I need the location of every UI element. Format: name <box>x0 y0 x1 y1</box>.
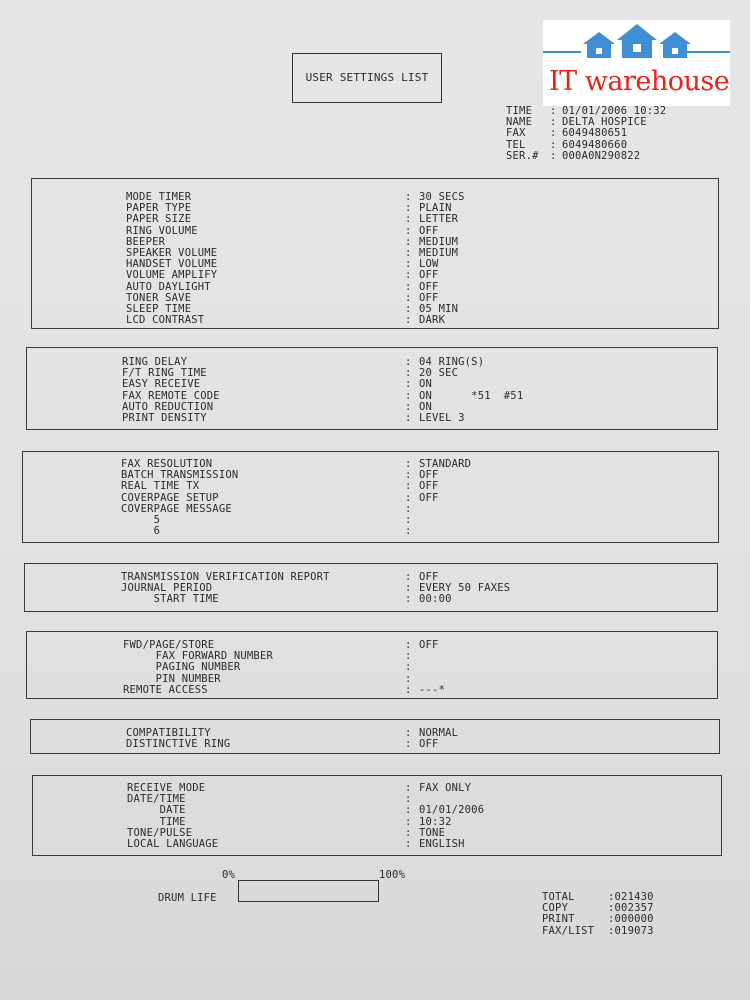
setting-label: TIME <box>127 815 186 828</box>
setting-label: PIN NUMBER <box>123 672 221 685</box>
setting-label: COVERPAGE SETUP <box>121 491 219 504</box>
logo-text: IT warehouse <box>549 66 730 97</box>
header-info <box>506 106 666 162</box>
counters <box>542 892 654 937</box>
setting-label: DISTINCTIVE RING <box>126 738 231 751</box>
setting-value: 04 RING(S) <box>419 356 485 368</box>
setting-label: COVERPAGE MESSAGE <box>121 502 232 515</box>
setting-label: TONER SAVE <box>126 291 192 304</box>
setting-colon: : <box>405 269 412 282</box>
setting-value: OFF <box>419 224 439 237</box>
setting-colon: : <box>405 191 412 203</box>
setting-colon: : <box>405 247 412 259</box>
setting-colon: : <box>405 356 412 368</box>
setting-label: HANDSET VOLUME <box>126 258 218 271</box>
header-label: FAX <box>506 127 526 140</box>
setting-colon: : <box>405 213 412 226</box>
setting-colon: : <box>405 582 412 595</box>
setting-label: RING VOLUME <box>126 224 198 237</box>
setting-label: 5 <box>121 514 161 526</box>
counter-value: :000000 <box>608 913 654 926</box>
setting-label: REMOTE ACCESS <box>123 683 208 696</box>
setting-colon: : <box>405 593 412 606</box>
setting-value: LEVEL 3 <box>419 412 465 424</box>
setting-colon: : <box>405 738 412 751</box>
setting-label: TONE/PULSE <box>127 826 193 839</box>
setting-value: LOW <box>419 258 439 271</box>
setting-colon: : <box>405 235 412 248</box>
setting-label: FWD/PAGE/STORE <box>123 639 215 651</box>
setting-label: BEEPER <box>126 235 166 248</box>
setting-label: REAL TIME TX <box>121 480 200 493</box>
setting-value: TONE <box>419 826 446 839</box>
setting-label: MODE TIMER <box>126 191 192 203</box>
setting-colon: : <box>405 793 412 806</box>
setting-colon: : <box>405 727 412 739</box>
setting-colon: : <box>405 838 412 850</box>
setting-value: DARK <box>419 314 446 327</box>
setting-value: 20 SEC <box>419 367 459 380</box>
setting-value: LETTER <box>419 213 459 226</box>
header-label: TIME <box>506 105 533 117</box>
setting-colon: : <box>405 571 412 583</box>
setting-label: F/T RING TIME <box>122 367 207 380</box>
counter-value: :019073 <box>608 924 654 937</box>
setting-label: JOURNAL PERIOD <box>121 582 213 595</box>
setting-colon: : <box>405 458 412 470</box>
setting-label: BATCH TRANSMISSION <box>121 469 239 482</box>
setting-value: OFF <box>419 480 439 493</box>
setting-colon: : <box>405 303 412 315</box>
setting-colon: : <box>405 661 412 674</box>
setting-value: ENGLISH <box>419 838 465 850</box>
header-label: SER.# <box>506 149 539 162</box>
drum-life-label: DRUM LIFE <box>158 892 217 904</box>
setting-value: MEDIUM <box>419 235 459 248</box>
setting-label: LCD CONTRAST <box>126 314 205 327</box>
counter-value: :021430 <box>608 891 654 903</box>
setting-value: EVERY 50 FAXES <box>419 582 511 595</box>
setting-value: PLAIN <box>419 202 452 215</box>
setting-colon: : <box>405 525 412 538</box>
setting-label: SPEAKER VOLUME <box>126 247 218 259</box>
setting-value: OFF <box>419 280 439 293</box>
setting-colon: : <box>405 258 412 271</box>
header-value: 000A0N290822 <box>562 149 641 162</box>
setting-label: COMPATIBILITY <box>126 727 211 739</box>
setting-colon: : <box>405 650 412 663</box>
setting-value: 01/01/2006 <box>419 804 485 817</box>
setting-colon: : <box>405 826 412 839</box>
setting-colon: : <box>405 400 412 413</box>
setting-colon: : <box>405 514 412 526</box>
setting-label: 6 <box>121 525 161 538</box>
setting-colon: : <box>405 367 412 380</box>
setting-label: EASY RECEIVE <box>122 378 201 391</box>
setting-value: NORMAL <box>419 727 459 739</box>
setting-label: AUTO REDUCTION <box>122 400 214 413</box>
setting-value: OFF <box>419 639 439 651</box>
setting-label: PAPER SIZE <box>126 213 192 226</box>
setting-colon: : <box>405 224 412 237</box>
counter-label: COPY <box>542 902 569 915</box>
header-value: 6049480660 <box>562 138 628 151</box>
drum-life-bar <box>238 880 379 902</box>
setting-value: OFF <box>419 738 439 751</box>
setting-value: 10:32 <box>419 815 452 828</box>
setting-label: PAGING NUMBER <box>123 661 241 674</box>
header-row: FAX : 6049480651 <box>506 127 628 140</box>
counter-label: PRINT <box>542 913 575 926</box>
setting-label: LOCAL LANGUAGE <box>127 838 219 850</box>
header-row: NAME : DELTA HOSPICE <box>506 116 647 129</box>
houses-icon <box>543 20 730 64</box>
setting-label: PRINT DENSITY <box>122 412 207 424</box>
setting-label: VOLUME AMPLIFY <box>126 269 218 282</box>
setting-colon: : <box>405 491 412 504</box>
header-row: SER.# : 000A0N290822 <box>506 149 641 162</box>
drum-max-label: 100% <box>379 869 406 881</box>
setting-colon: : <box>405 378 412 391</box>
setting-colon: : <box>405 412 412 424</box>
header-value: DELTA HOSPICE <box>562 116 647 129</box>
counter-value: :002357 <box>608 902 654 915</box>
setting-colon: : <box>405 291 412 304</box>
setting-label: DATE/TIME <box>127 793 186 806</box>
setting-colon: : <box>405 202 412 215</box>
setting-colon: : <box>405 469 412 482</box>
header-label: NAME <box>506 116 533 129</box>
setting-label: FAX FORWARD NUMBER <box>123 650 273 663</box>
header-value: 01/01/2006 10:32 <box>562 105 667 117</box>
page-title <box>292 53 442 103</box>
setting-value: OFF <box>419 269 439 282</box>
counter-row <box>542 914 654 925</box>
setting-label: AUTO DAYLIGHT <box>126 280 211 293</box>
drum-min-label: 0% <box>222 869 236 881</box>
setting-value: 00:00 <box>419 593 452 606</box>
setting-value: STANDARD <box>419 458 472 470</box>
it-warehouse-logo <box>543 20 730 106</box>
setting-colon: : <box>405 683 412 696</box>
setting-value: ON *51 #51 <box>419 389 524 402</box>
setting-colon: : <box>405 782 412 794</box>
setting-label: PAPER TYPE <box>126 202 192 215</box>
setting-colon: : <box>405 314 412 327</box>
setting-value: ---* <box>419 683 446 696</box>
counter-row <box>542 926 654 937</box>
header-label: TEL <box>506 138 526 151</box>
setting-value: FAX ONLY <box>419 782 472 794</box>
setting-value: ON <box>419 400 433 413</box>
counter-label: FAX/LIST <box>542 924 595 937</box>
setting-value: ON <box>419 378 433 391</box>
setting-value: 30 SECS <box>419 191 465 203</box>
setting-value: OFF <box>419 571 439 583</box>
setting-label: TRANSMISSION VERIFICATION REPORT <box>121 571 330 583</box>
setting-colon: : <box>405 480 412 493</box>
setting-label: START TIME <box>121 593 219 606</box>
setting-value: MEDIUM <box>419 247 459 259</box>
header-row: TEL : 6049480660 <box>506 138 628 151</box>
setting-value: OFF <box>419 291 439 304</box>
setting-label: SLEEP TIME <box>126 303 192 315</box>
setting-value: OFF <box>419 469 439 482</box>
counter-label: TOTAL <box>542 891 575 903</box>
setting-value: 05 MIN <box>419 303 459 315</box>
setting-label: FAX RESOLUTION <box>121 458 213 470</box>
header-value: 6049480651 <box>562 127 628 140</box>
setting-colon: : <box>405 280 412 293</box>
setting-label: FAX REMOTE CODE <box>122 389 220 402</box>
page-title-text: USER SETTINGS LIST <box>305 71 429 85</box>
setting-colon: : <box>405 804 412 817</box>
header-row: TIME : 01/01/2006 10:32 <box>506 105 667 117</box>
setting-label: RECEIVE MODE <box>127 782 206 794</box>
setting-label: RING DELAY <box>122 356 188 368</box>
setting-colon: : <box>405 815 412 828</box>
setting-label: DATE <box>127 804 186 817</box>
setting-colon: : <box>405 672 412 685</box>
setting-colon: : <box>405 389 412 402</box>
setting-colon: : <box>405 639 412 651</box>
setting-value: OFF <box>419 491 439 504</box>
setting-colon: : <box>405 502 412 515</box>
